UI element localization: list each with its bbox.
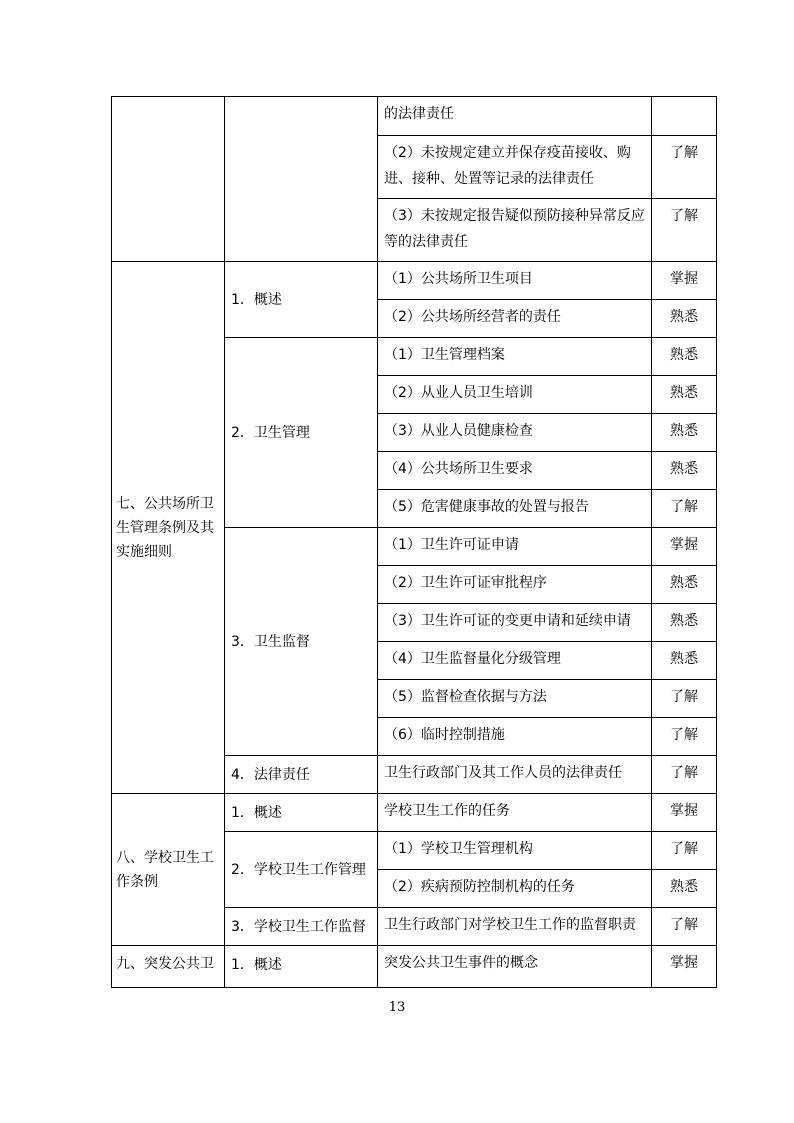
topic-cell: 卫生行政部门对学校卫生工作的监督职责 bbox=[378, 908, 652, 946]
level-cell: 了解 bbox=[652, 490, 717, 528]
level-cell: 掌握 bbox=[652, 528, 717, 566]
level-cell: 掌握 bbox=[652, 946, 717, 988]
topic-cell: （1）学校卫生管理机构 bbox=[378, 832, 652, 870]
subsection-title: 1．概述 bbox=[225, 794, 378, 832]
topic-cell: （3）卫生许可证的变更申请和延续申请 bbox=[378, 604, 652, 642]
level-cell: 掌握 bbox=[652, 794, 717, 832]
level-cell: 熟悉 bbox=[652, 414, 717, 452]
topic-cell: 学校卫生工作的任务 bbox=[378, 794, 652, 832]
level-cell: 了解 bbox=[652, 718, 717, 756]
topic-cell: （3）从业人员健康检查 bbox=[378, 414, 652, 452]
level-cell: 了解 bbox=[652, 908, 717, 946]
topic-cell: （1）公共场所卫生项目 bbox=[378, 262, 652, 300]
level-cell: 了解 bbox=[652, 756, 717, 794]
subsection-title: 3．卫生监督 bbox=[225, 528, 378, 756]
subsection-title: 1．概述 bbox=[225, 262, 378, 338]
table-row bbox=[112, 262, 717, 300]
level-cell: 熟悉 bbox=[652, 338, 717, 376]
syllabus-table bbox=[111, 96, 717, 988]
topic-cell: 突发公共卫生事件的概念 bbox=[378, 946, 652, 988]
topic-cell: （4）公共场所卫生要求 bbox=[378, 452, 652, 490]
level-cell: 熟悉 bbox=[652, 870, 717, 908]
section-title: 七、公共场所卫生管理条例及其实施细则 bbox=[112, 262, 225, 794]
subsection-title: 1．概述 bbox=[225, 946, 378, 988]
topic-cell: （2）未按规定建立并保存疫苗接收、购进、接种、处置等记录的法律责任 bbox=[378, 136, 652, 199]
topic-cell: （2）公共场所经营者的责任 bbox=[378, 300, 652, 338]
level-cell: 熟悉 bbox=[652, 376, 717, 414]
topic-cell: 卫生行政部门及其工作人员的法律责任 bbox=[378, 756, 652, 794]
level-cell: 了解 bbox=[652, 136, 717, 199]
subsection-title: 2．学校卫生工作管理 bbox=[225, 832, 378, 908]
subsection-cell bbox=[225, 97, 378, 262]
level-cell: 了解 bbox=[652, 680, 717, 718]
section-title: 九、突发公共卫 bbox=[112, 946, 225, 988]
subsection-title: 3．学校卫生工作监督 bbox=[225, 908, 378, 946]
table-row bbox=[112, 97, 717, 136]
topic-cell: （5）危害健康事故的处置与报告 bbox=[378, 490, 652, 528]
topic-cell: 的法律责任 bbox=[378, 97, 652, 136]
level-cell bbox=[652, 97, 717, 136]
level-cell: 熟悉 bbox=[652, 300, 717, 338]
level-cell: 熟悉 bbox=[652, 566, 717, 604]
topic-cell: （2）从业人员卫生培训 bbox=[378, 376, 652, 414]
topic-cell: （4）卫生监督量化分级管理 bbox=[378, 642, 652, 680]
level-cell: 熟悉 bbox=[652, 604, 717, 642]
page-number: 13 bbox=[388, 1000, 406, 1015]
topic-cell: （3）未按规定报告疑似预防接种异常反应等的法律责任 bbox=[378, 199, 652, 262]
level-cell: 了解 bbox=[652, 832, 717, 870]
level-cell: 掌握 bbox=[652, 262, 717, 300]
topic-cell: （1）卫生许可证申请 bbox=[378, 528, 652, 566]
subsection-title: 2．卫生管理 bbox=[225, 338, 378, 528]
table-row bbox=[112, 794, 717, 832]
level-cell: 熟悉 bbox=[652, 642, 717, 680]
level-cell: 了解 bbox=[652, 199, 717, 262]
topic-cell: （2）卫生许可证审批程序 bbox=[378, 566, 652, 604]
section-title: 八、学校卫生工作条例 bbox=[112, 794, 225, 946]
topic-cell: （6）临时控制措施 bbox=[378, 718, 652, 756]
table-row bbox=[112, 946, 717, 988]
topic-cell: （5）监督检查依据与方法 bbox=[378, 680, 652, 718]
subsection-title: 4．法律责任 bbox=[225, 756, 378, 794]
topic-cell: （1）卫生管理档案 bbox=[378, 338, 652, 376]
level-cell: 熟悉 bbox=[652, 452, 717, 490]
section-cell bbox=[112, 97, 225, 262]
topic-cell: （2）疾病预防控制机构的任务 bbox=[378, 870, 652, 908]
